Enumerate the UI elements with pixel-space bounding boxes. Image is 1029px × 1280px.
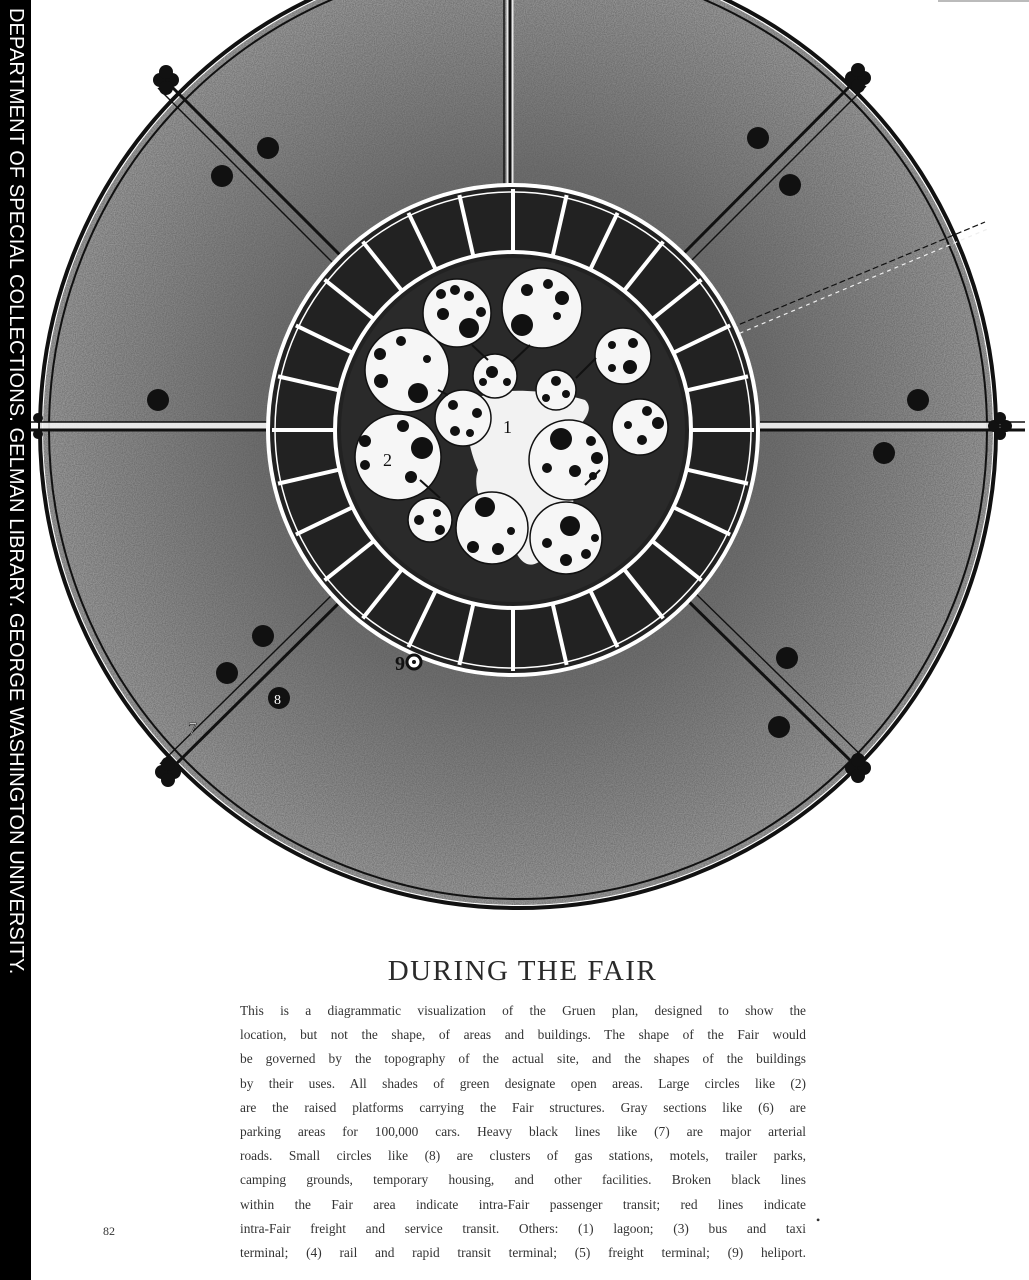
caption-line: by their uses. All shades of green designate open areas. Large circles like (2): [240, 1075, 806, 1091]
caption-line: location, but not the shape, of areas and buildings. The shape of the Fair would: [240, 1027, 806, 1043]
archive-credit: DEPARTMENT OF SPECIAL COLLECTIONS. GELMAN LIBRARY. GEORGE WASHINGTON UNIVERSITY.: [5, 8, 27, 975]
page-title: DURING THE FAIR: [387, 955, 658, 987]
caption-line: roads. Small circles like (8) are clusters of gas stations, motels, trailer parks,: [240, 1148, 806, 1164]
caption-line: are the raised platforms carrying the Fair structures. Gray sections like (6) are: [240, 1099, 806, 1115]
caption-line: within the Fair area indicate intra-Fair passenger transit; red lines indicate: [240, 1196, 806, 1212]
caption-line: parking areas for 100,000 cars. Heavy black lines like (7) are major arterial: [240, 1124, 806, 1140]
label-lagoon: 1: [503, 417, 512, 437]
caption-line: intra-Fair freight and service transit. Others: (1) lagoon; (3) bus and taxi: [240, 1220, 806, 1236]
label-platform: 2: [383, 450, 392, 470]
label-road: 7: [188, 719, 197, 739]
heliport-marker: [407, 655, 421, 669]
page-number: 82: [103, 1224, 115, 1238]
caption-line: be governed by the topography of the actual site, and the shapes of the buildings: [240, 1051, 806, 1067]
caption: [240, 999, 806, 1265]
margin-dot: •: [816, 1213, 821, 1227]
caption-line: This is a diagrammatic visualization of the Gruen plan, designed to show the: [240, 1003, 806, 1018]
label-heliport: 9: [395, 653, 405, 675]
caption-line: camping grounds, temporary housing, and other facilities. Broken black lines: [240, 1172, 806, 1188]
label-cluster: 8: [274, 693, 281, 708]
caption-line: terminal; (4) rail and rapid transit terminal; (5) freight terminal; (9) heliport.: [240, 1245, 806, 1261]
